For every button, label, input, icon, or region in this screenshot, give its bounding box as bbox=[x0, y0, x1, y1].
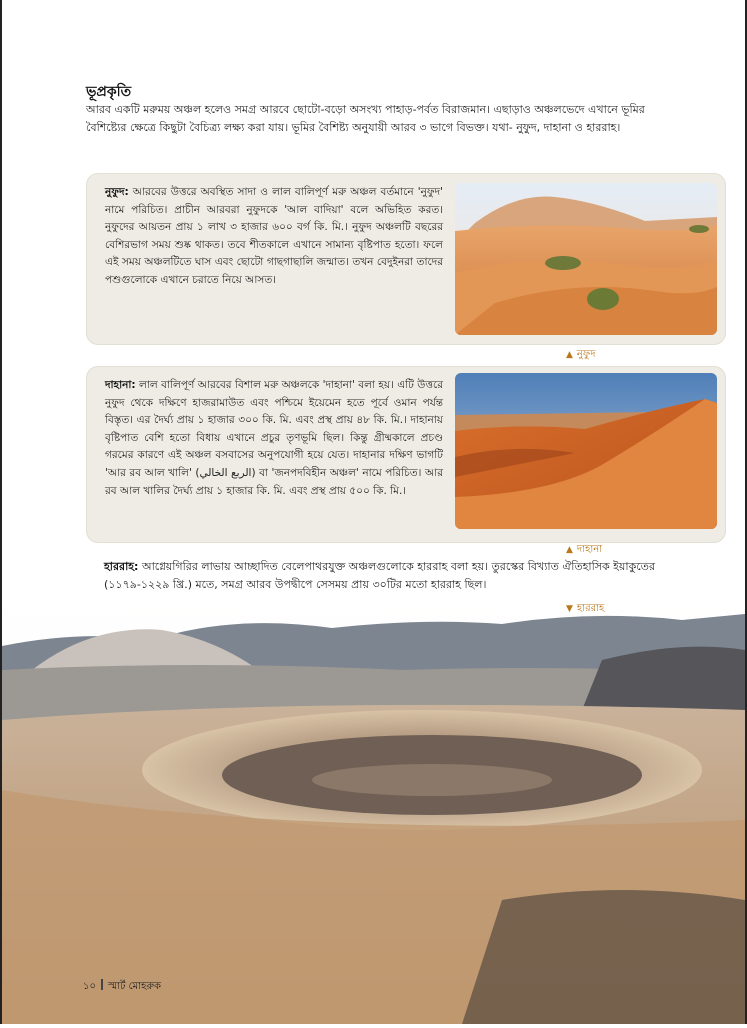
harrah-crater-photo bbox=[2, 600, 745, 1024]
caption-triangle-icon: ▲ bbox=[566, 545, 573, 555]
harrah-crater-image bbox=[2, 600, 745, 1024]
caption-triangle-down-icon: ▼ bbox=[566, 604, 573, 614]
dahana-text: লাল বালিপূর্ণ আরবের বিশাল মরু অঞ্চলকে 'দাহানা' বলা হয়। এটি উত্তরে নুফুদ থেকে দক্ষিণে হাজরামাউত এবং পশ্চিমে ইয়েমেন হতে পূর্বে ওমান পর্যন্ত বিস্তৃত। এর দৈর্ঘ্য প্রায় ১ হাজার ৩০০ কি. মি. এবং প্রস্থ প্রায় ৪৮ কি. মি.। দাহানায় বৃষ্টিপাত বেশি হতো বিধায় এখানে প্রচুর তৃণভূমি ছিল। কিন্তু গ্রীষ্মকালে প্রচণ্ড গরমের কারণে এই অঞ্চল বসবাসের অনুপযোগী হয়ে যেত। দাহানার দক্ষিণ ভাগটি 'আর রব আল খালি' (الربع الخالي) বা 'জনপদবিহীন অঞ্চল' নামে পরিচিত। আর রব আল খালির দৈর্ঘ্য প্রায় ১ হাজার কি. মি. এবং প্রস্থ প্রায় ৫০০ কি. মি.। bbox=[105, 379, 443, 497]
harrah-text: আগ্নেয়গিরির লাভায় আচ্ছাদিত বেলেপাথরযুক্ত অঞ্চলগুলোকে হাররাহ বলা হয়। তুরস্কের বিখ্যাত ঐতিহাসিক ইয়াকুতের (১১৭৯-১২২৯ খ্রি.) মতে, সমগ্র আরব উপদ্বীপে সেসময় প্রায় ৩০টির মতো হাররাহ ছিল। bbox=[104, 560, 655, 591]
book-title: স্মার্ট মোহরুক bbox=[108, 981, 162, 992]
section-heading: ভূপ্রকৃতি bbox=[86, 84, 132, 100]
dahana-dunes-image bbox=[455, 373, 717, 529]
dahana-box bbox=[86, 366, 726, 543]
nufud-box bbox=[86, 173, 726, 345]
dahana-caption-label: দাহানা bbox=[576, 544, 603, 555]
intro-paragraph: আরব একটি মরুময় অঞ্চল হলেও সমগ্র আরবে ছোটো-বড়ো অসংখ্য পাহাড়-পর্বত বিরাজমান। এছাড়াও অঞ্চলভেদে এখানে ভূমির বৈশিষ্ট্যের ক্ষেত্রে কিছুটা বৈচিত্র্য লক্ষ্য করা যায়। ভূমির বৈশিষ্ট্য অনুযায়ী আরব ৩ ভাগে বিভক্ত। যথা- নুফুদ, দাহানা ও হাররাহ। bbox=[86, 103, 645, 134]
nufud-desert-image bbox=[455, 183, 717, 335]
dahana-paragraph bbox=[105, 377, 443, 500]
harrah-term: হাররাহ: bbox=[104, 560, 139, 573]
page-footer bbox=[83, 979, 161, 996]
nufud-photo bbox=[455, 183, 717, 335]
nufud-caption-label: নুফুদ bbox=[576, 349, 596, 360]
footer-divider bbox=[101, 979, 103, 990]
nufud-paragraph bbox=[105, 184, 443, 290]
dahana-caption bbox=[566, 542, 602, 559]
nufud-caption bbox=[566, 347, 595, 364]
caption-triangle-icon: ▲ bbox=[566, 350, 573, 360]
dahana-photo bbox=[455, 373, 717, 529]
nufud-term: নুফুদ: bbox=[105, 186, 129, 198]
page-number: ১০ bbox=[83, 981, 96, 992]
harrah-caption-label: হাররাহ bbox=[576, 603, 605, 614]
harrah-caption bbox=[566, 601, 604, 618]
nufud-text: আরবের উত্তরে অবস্থিত সাদা ও লাল বালিপূর্ণ মরু অঞ্চল বর্তমানে 'নুফুদ' নামে পরিচিত। প্রাচীন আরবরা নুফুদকে 'আল বাদিয়া' বলে অভিহিত করত। নুফুদের আয়তন প্রায় ১ লাখ ৩ হাজার ৬০০ বর্গ কি. মি.। নুফুদ অঞ্চলটি বছরের বেশিরভাগ সময় শুষ্ক থাকত। তবে শীতকালে এখানে সামান্য বৃষ্টিপাত হতো। ফলে এই সময় অঞ্চলটিতে ঘাস এবং ছোটো গাছগাছালি জন্মাত। তখন বেদুইনরা তাদের পশুগুলোকে এখানে চরাতে নিয়ে আসত। bbox=[105, 186, 443, 286]
harrah-paragraph bbox=[104, 558, 664, 594]
dahana-term: দাহানা: bbox=[105, 379, 136, 391]
